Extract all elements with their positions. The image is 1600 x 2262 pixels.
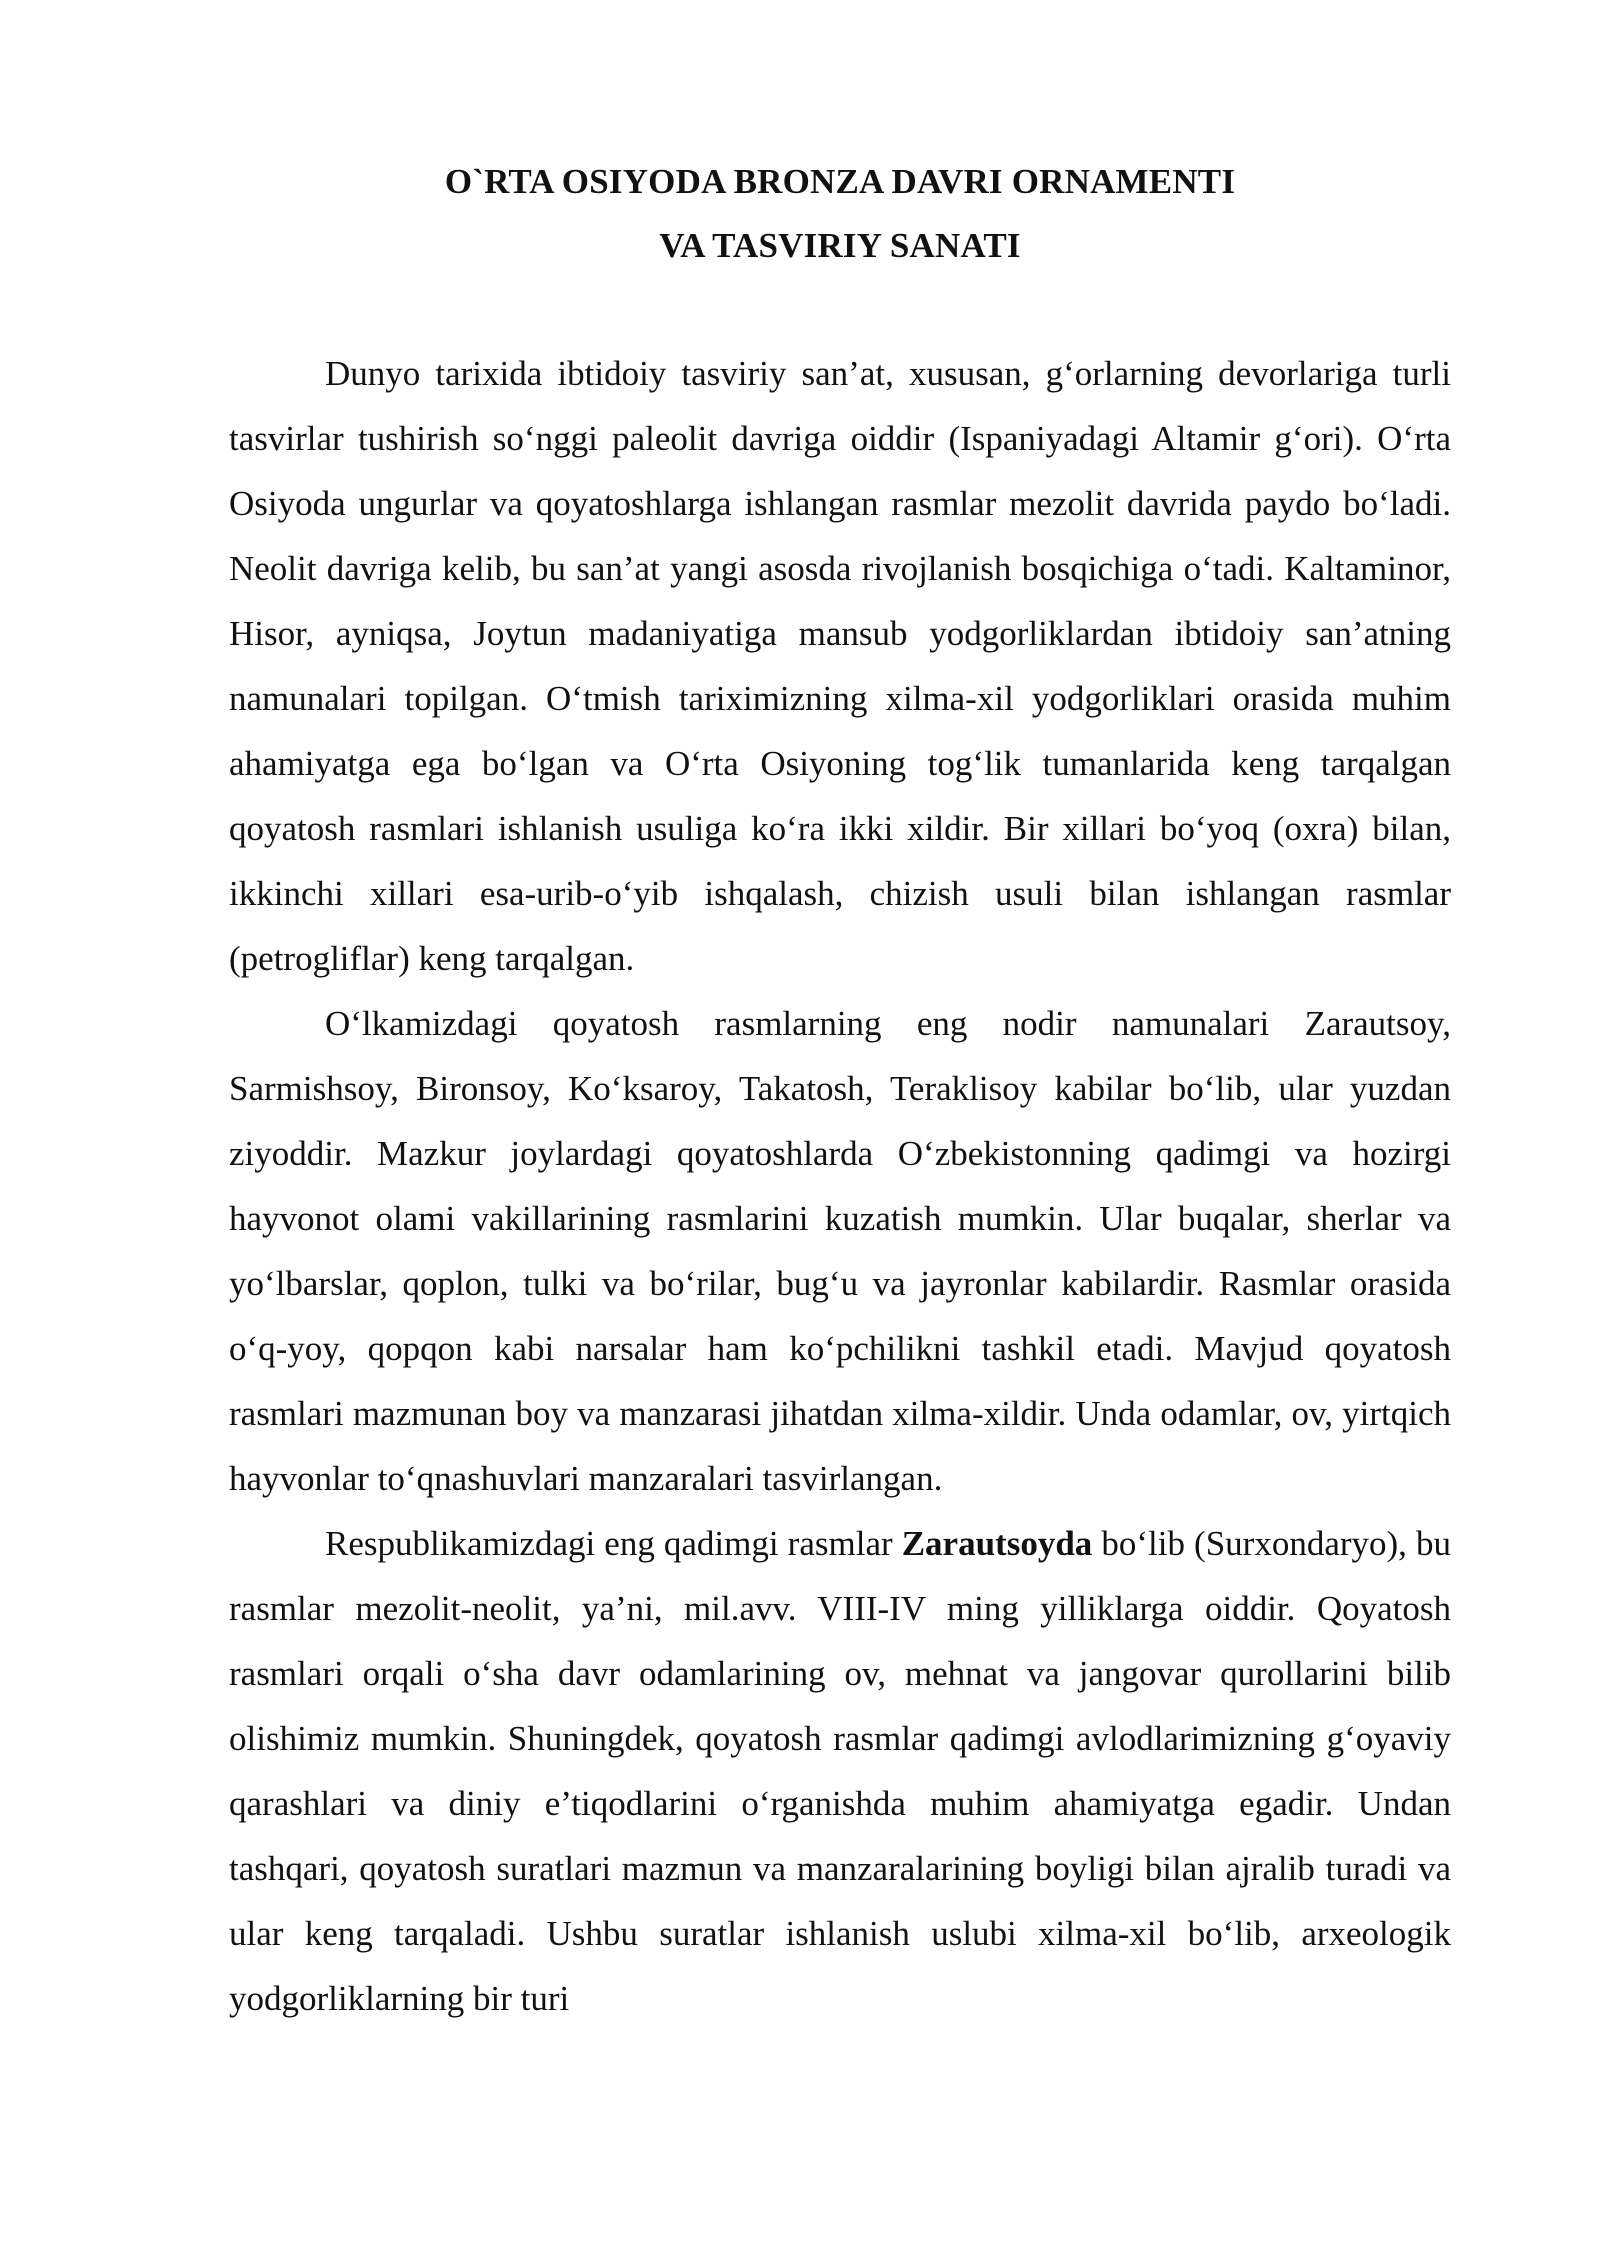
paragraph-2: O‘lkamizdagi qoyatosh rasmlarning eng nodir namunalari Zarautsoy, Sarmishsoy, Bironsoy, Ko‘ksaroy, Takatosh, Teraklisoy kabilar bo‘lib, ular yuzdan ziyoddir. Mazkur joylardagi qoyatoshlarda O‘zbekistonning qadimgi va hozirgi hayvonot olami vakillarining rasmlarini kuzatish mumkin. Ular buqalar, sherlar va yo‘lbarslar, qoplon, tulki va bo‘rilar, bug‘u va jayronlar kabilardir. Rasmlar orasida o‘q-yoy, qopqon kabi narsalar ham ko‘pchilikni tashkil etadi. Mavjud qoyatosh rasmlari mazmunan boy va manzarasi jihatdan xilma-xildir. Unda odamlar, ov, yirtqich hayvonlar to‘qnashuvlari manzaralari tasvirlangan. (229, 1004, 1451, 1498)
paragraph-3-bold-term: Zarautsoyda (901, 1524, 1093, 1563)
paragraph-3-rest: bo‘lib (Surxondaryo), bu rasmlar mezolit-neolit, ya’ni, mil.avv. VIII-IV ming yilliklarga oiddir. Qoyatosh rasmlari orqali o‘sha davr odamlarining ov, mehnat va jangovar qurollarini bilib olishimiz mumkin. Shuningdek, qoyatosh rasmlar qadimgi avlodlarimizning g‘oyaviy qarashlari va diniy e’tiqodlarini o‘rganishda muhim ahamiyatga egadir. Undan tashqari, qoyatosh suratlari mazmun va manzaralarining boyligi bilan ajralib turadi va ular keng tarqaladi. Ushbu suratlar ishlanish uslubi xilma-xil bo‘lib, arxeologik yodgorliklarning bir turi (229, 1524, 1451, 2018)
document-body (229, 150, 1451, 2031)
title-line-1: O`RTA OSIYODA BRONZA DAVRI ORNAMENTI (444, 162, 1236, 201)
paragraph-3 (229, 1511, 1451, 2031)
paragraph-1: Dunyo tarixida ibtidoiy tasviriy san’at, xususan, g‘orlarning devorlariga turli tasvirlar tushirish so‘nggi paleolit davriga oiddir (Ispaniyadagi Altamir g‘ori). O‘rta Osiyoda ungurlar va qoyatoshlarga ishlangan rasmlar mezolit davrida paydo bo‘ladi. Neolit davriga kelib, bu san’at yangi asosda rivojlanish bosqichiga o‘tadi. Kaltaminor, Hisor, ayniqsa, Joytun madaniyatiga mansub yodgorliklardan ibtidoiy san’atning namunalari topilgan. O‘tmish tariximizning xilma-xil yodgorliklari orasida muhim ahamiyatga ega bo‘lgan va O‘rta Osiyoning tog‘lik tumanlarida keng tarqalgan qoyatosh rasmlari ishlanish usuliga ko‘ra ikki xildir. Bir xillari bo‘yoq (oxra) bilan, ikkinchi xillari esa-urib-o‘yib ishqalash, chizish usuli bilan ishlangan rasmlar (petrogliflar) keng tarqalgan. (229, 354, 1451, 978)
title-line-2: VA TASVIRIY SANATI (659, 226, 1021, 265)
paragraph-3-start: Respublikamizdagi eng qadimgi rasmlar (325, 1524, 902, 1563)
title-spacer (229, 278, 1451, 341)
